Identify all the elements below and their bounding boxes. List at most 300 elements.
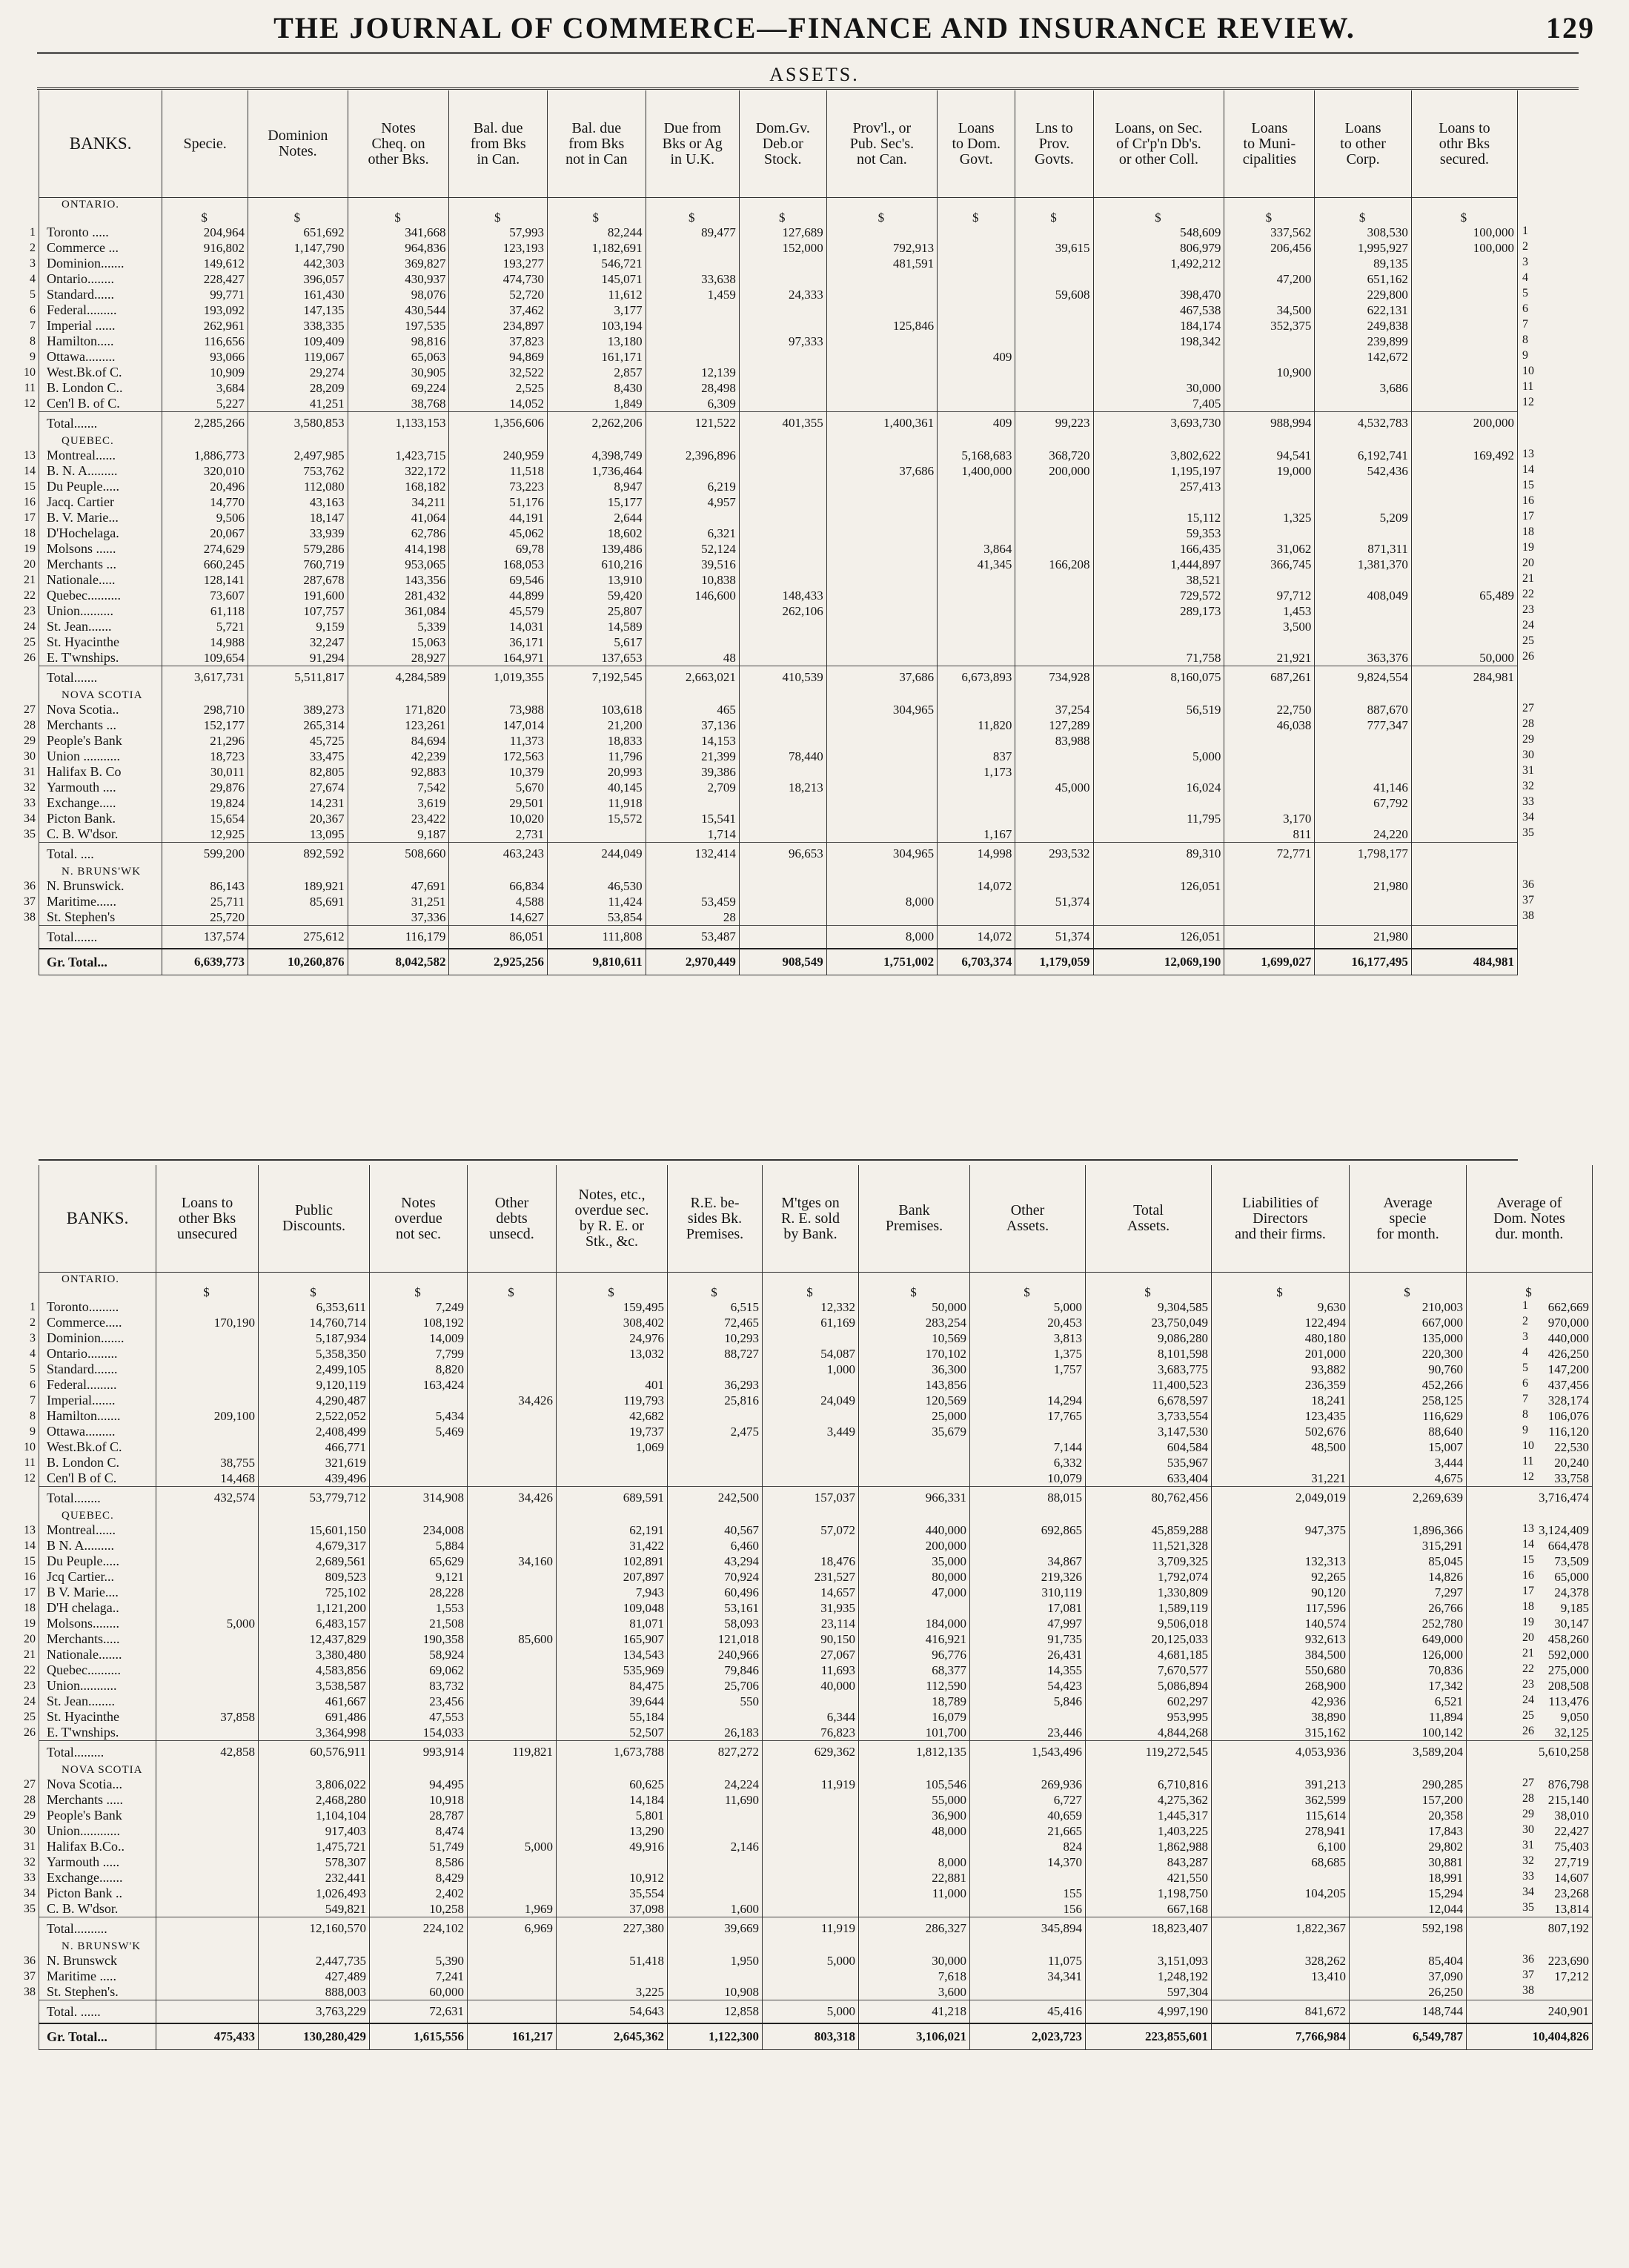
cell-value — [938, 365, 1015, 380]
cell-value: 168,053 — [449, 557, 548, 572]
cell-value: 45,062 — [449, 525, 548, 541]
cell-value: 1,886,773 — [162, 448, 248, 463]
cell-value: 14,607 — [1467, 1870, 1593, 1886]
cell-value: 31,251 — [348, 894, 449, 909]
cell-value — [468, 1362, 557, 1377]
cell-value: 1,444,897 — [1093, 557, 1224, 572]
cell-value — [370, 1439, 468, 1455]
row-number: 7 — [30, 319, 36, 332]
cell-value: 69,78 — [449, 541, 548, 557]
bank-name: Union............ — [39, 1823, 156, 1839]
banks-column-header: BANKS. — [39, 90, 162, 198]
cell-value: 892,592 — [248, 843, 348, 866]
cell-value: 917,403 — [259, 1823, 370, 1839]
row-number: 22 — [24, 1664, 36, 1677]
bank-name: Standard...... — [39, 287, 162, 302]
cell-value: 80,762,456 — [1086, 1487, 1212, 1510]
cell-value: 53,487 — [646, 926, 739, 949]
cell-value — [668, 1362, 763, 1377]
cell-value — [548, 826, 646, 843]
cell-value: 1,195,197 — [1093, 463, 1224, 479]
cell-value: 14,294 — [970, 1393, 1086, 1408]
cell-value: 3,709,325 — [1086, 1554, 1212, 1569]
cell-value: 98,816 — [348, 334, 449, 349]
bank-name: B N. A......... — [39, 1538, 156, 1554]
cell-value: 244,049 — [548, 843, 646, 866]
cell-value: 21,296 — [162, 733, 248, 749]
bank-name: Du Peuple..... — [39, 479, 162, 494]
cell-value: 308,402 — [557, 1315, 668, 1330]
cell-value — [646, 349, 739, 365]
bank-row — [39, 702, 1518, 717]
cell-value: 12,925 — [162, 826, 248, 843]
cell-value — [259, 1763, 370, 1777]
cell-value — [826, 878, 937, 894]
cell-value — [970, 1509, 1086, 1522]
cell-value — [156, 1953, 259, 1969]
cell-value — [970, 1424, 1086, 1439]
cell-value — [348, 198, 449, 212]
cell-value — [1411, 689, 1517, 702]
cell-value: 1,445,317 — [1086, 1808, 1212, 1823]
province-name: QUEBEC. — [39, 434, 162, 448]
cell-value: 21,921 — [1224, 650, 1315, 666]
cell-value — [557, 1969, 668, 1984]
cell-value: 2,497,985 — [248, 448, 348, 463]
cell-value — [370, 1273, 468, 1287]
cell-value: 315,162 — [1212, 1725, 1350, 1741]
cell-value — [1015, 380, 1093, 396]
province-heading-row — [39, 198, 1518, 212]
bank-row — [39, 510, 1518, 525]
cell-value: 14,009 — [370, 1330, 468, 1346]
cell-value: 1,896,366 — [1350, 1522, 1467, 1538]
cell-value: 13,410 — [1212, 1969, 1350, 1984]
cell-value — [1224, 380, 1315, 396]
cell-value: 82,805 — [248, 764, 348, 780]
row-number: 35 — [24, 828, 36, 840]
cell-value: 837 — [938, 749, 1015, 764]
cell-value: 1,492,212 — [1093, 256, 1224, 271]
cell-value: 5,670 — [449, 780, 548, 795]
bank-row — [39, 448, 1518, 463]
cell-value: 73,509 — [1467, 1554, 1593, 1569]
row-number: 8 — [30, 335, 36, 348]
row-number: 21 — [24, 574, 36, 586]
cell-value: 11,000 — [859, 1886, 970, 1901]
cell-value: 23,750,049 — [1086, 1315, 1212, 1330]
cell-value: 53,854 — [548, 909, 646, 926]
cell-value — [1086, 1940, 1212, 1953]
cell-value: 3,806,022 — [259, 1777, 370, 1792]
cell-value — [739, 764, 826, 780]
cell-value: 37,136 — [646, 717, 739, 733]
cell-value — [826, 302, 937, 318]
cell-value — [739, 619, 826, 634]
cell-value: 5,000 — [763, 2000, 859, 2024]
cell-value: 753,762 — [248, 463, 348, 479]
cell-value: 5,801 — [557, 1808, 668, 1823]
bank-name: Jacq. Cartier — [39, 494, 162, 510]
cell-value — [1015, 764, 1093, 780]
currency-symbol: $ — [938, 211, 1015, 225]
row-number: 27 — [1522, 702, 1534, 714]
cell-value: 807,192 — [1467, 1917, 1593, 1940]
cell-value: 78,440 — [739, 749, 826, 764]
row-number: 15 — [24, 480, 36, 493]
cell-value — [1315, 865, 1411, 878]
cell-value: 3,580,853 — [248, 412, 348, 435]
cell-value: 22,427 — [1467, 1823, 1593, 1839]
cell-value: 90,760 — [1350, 1362, 1467, 1377]
cell-value — [1093, 733, 1224, 749]
cell-value: 9,159 — [248, 619, 348, 634]
cell-value: 48,500 — [1212, 1439, 1350, 1455]
cell-value: 166,208 — [1015, 557, 1093, 572]
row-number: 15 — [24, 1555, 36, 1568]
cell-value: 11,424 — [548, 894, 646, 909]
cell-value: 1,699,027 — [1224, 949, 1315, 975]
cell-value — [162, 198, 248, 212]
province-heading-row — [39, 1763, 1593, 1777]
cell-value — [156, 1662, 259, 1678]
cell-value — [763, 1408, 859, 1424]
cell-value — [763, 1969, 859, 1984]
cell-value — [1015, 334, 1093, 349]
cell-value — [1224, 909, 1315, 926]
bank-row — [39, 396, 1518, 412]
cell-value: 13,814 — [1467, 1901, 1593, 1917]
cell-value: 156 — [970, 1901, 1086, 1917]
cell-value: 604,584 — [1086, 1439, 1212, 1455]
cell-value: 1,400,000 — [938, 463, 1015, 479]
row-number: 18 — [24, 527, 36, 540]
cell-value: 76,823 — [763, 1725, 859, 1741]
cell-value: 6,515 — [668, 1299, 763, 1315]
currency-symbol: $ — [668, 1286, 763, 1299]
bank-name: Maritime ..... — [39, 1969, 156, 1984]
cell-value — [1411, 843, 1517, 866]
cell-value: 30,905 — [348, 365, 449, 380]
cell-value — [938, 894, 1015, 909]
cell-value: 126,000 — [1350, 1647, 1467, 1662]
cell-value — [739, 894, 826, 909]
cell-value: 10,569 — [859, 1330, 970, 1346]
cell-value — [468, 1470, 557, 1487]
cell-value — [938, 619, 1015, 634]
cell-value: 12,160,570 — [259, 1917, 370, 1940]
cell-value: 36,300 — [859, 1362, 970, 1377]
bank-row — [39, 349, 1518, 365]
cell-value: 5,434 — [370, 1408, 468, 1424]
cell-value: 14,231 — [248, 795, 348, 811]
cell-value: 6,727 — [970, 1792, 1086, 1808]
row-number: 25 — [24, 636, 36, 649]
currency-symbol: $ — [826, 211, 937, 225]
cell-value: 1,356,606 — [449, 412, 548, 435]
cell-value: 1,423,715 — [348, 448, 449, 463]
cell-value: 3,444 — [1350, 1455, 1467, 1470]
cell-value — [468, 1763, 557, 1777]
cell-value: 1,026,493 — [259, 1886, 370, 1901]
cell-value: 86,051 — [449, 926, 548, 949]
bank-row — [39, 1678, 1593, 1694]
cell-value: 947,375 — [1212, 1522, 1350, 1538]
province-heading-row — [39, 1273, 1593, 1287]
cell-value: 40,000 — [763, 1678, 859, 1694]
cell-value — [468, 1870, 557, 1886]
cell-value: 3,106,021 — [859, 2023, 970, 2050]
cell-value: 362,599 — [1212, 1792, 1350, 1808]
cell-value: 164,971 — [449, 650, 548, 666]
cell-value — [646, 865, 739, 878]
cell-value: 31,422 — [557, 1538, 668, 1554]
cell-value — [826, 525, 937, 541]
bank-name: St. Hyacinthe — [39, 634, 162, 650]
bank-row — [39, 878, 1518, 894]
cell-value: 48 — [646, 650, 739, 666]
cell-value — [1411, 365, 1517, 380]
cell-value: 147,014 — [449, 717, 548, 733]
cell-value: 55,184 — [557, 1709, 668, 1725]
cell-value: 322,172 — [348, 463, 449, 479]
cell-value — [548, 434, 646, 448]
bank-name: Merchants ..... — [39, 1792, 156, 1808]
cell-value: 59,608 — [1015, 287, 1093, 302]
bank-row — [39, 479, 1518, 494]
cell-value — [156, 1777, 259, 1792]
cell-value: 257,413 — [1093, 479, 1224, 494]
row-number: 4 — [1522, 271, 1528, 284]
cell-value — [156, 1870, 259, 1886]
cell-value: 45,416 — [970, 2000, 1086, 2024]
cell-value — [468, 1647, 557, 1662]
cell-value — [763, 1984, 859, 2000]
cell-value: 6,219 — [646, 479, 739, 494]
row-number: 14 — [24, 465, 36, 477]
cell-value: 401 — [557, 1377, 668, 1393]
cell-value: 321,619 — [259, 1455, 370, 1470]
bank-row — [39, 795, 1518, 811]
row-number: 38 — [1522, 1984, 1534, 1997]
cell-value: 119,821 — [468, 1741, 557, 1764]
cell-value: 1,950 — [668, 1953, 763, 1969]
cell-value — [763, 1509, 859, 1522]
row-number: 26 — [24, 651, 36, 664]
cell-value — [668, 1870, 763, 1886]
cell-value — [938, 588, 1015, 603]
row-number: 13 — [24, 449, 36, 462]
cell-value: 85,691 — [248, 894, 348, 909]
cell-value — [646, 463, 739, 479]
cell-value — [370, 1470, 468, 1487]
bank-row — [39, 1953, 1593, 1969]
cell-value: 5,086,894 — [1086, 1678, 1212, 1694]
cell-value: 480,180 — [1212, 1330, 1350, 1346]
cell-value — [739, 271, 826, 287]
cell-value: 94,495 — [370, 1777, 468, 1792]
cell-value: 6,321 — [646, 525, 739, 541]
cell-value: 1,122,300 — [668, 2023, 763, 2050]
cell-value — [370, 1455, 468, 1470]
cell-value: 7,542 — [348, 780, 449, 795]
cell-value — [646, 240, 739, 256]
cell-value: 11,796 — [548, 749, 646, 764]
cell-value: 169,492 — [1411, 448, 1517, 463]
cell-value: 5,000 — [468, 1839, 557, 1854]
bank-row — [39, 588, 1518, 603]
cell-value: 51,749 — [370, 1839, 468, 1854]
cell-value: 8,474 — [370, 1823, 468, 1839]
cell-value — [1224, 749, 1315, 764]
cell-value — [1411, 380, 1517, 396]
cell-value — [739, 494, 826, 510]
cell-value: 67,792 — [1315, 795, 1411, 811]
cell-value: 308,530 — [1315, 225, 1411, 240]
cell-value: 579,286 — [248, 541, 348, 557]
cell-value: 275,612 — [248, 926, 348, 949]
cell-value: 92,265 — [1212, 1569, 1350, 1585]
column-header: Dominion Notes. — [248, 90, 348, 198]
row-number: 29 — [1522, 733, 1534, 746]
cell-value: 14,153 — [646, 733, 739, 749]
cell-value: 53,459 — [646, 894, 739, 909]
cell-value: 6,703,374 — [938, 949, 1015, 975]
bank-name: Dominion....... — [39, 1330, 156, 1346]
cell-value — [826, 764, 937, 780]
cell-value: 29,274 — [248, 365, 348, 380]
cell-value: 37,090 — [1350, 1969, 1467, 1984]
row-number: 23 — [1522, 603, 1534, 616]
row-number: 28 — [24, 719, 36, 732]
cell-value: 3,763,229 — [259, 2000, 370, 2024]
bank-name: Gr. Total... — [39, 2023, 156, 2050]
cell-value: 68,685 — [1212, 1854, 1350, 1870]
cell-value — [970, 1273, 1086, 1287]
cell-value — [1212, 1509, 1350, 1522]
cell-value — [468, 1792, 557, 1808]
currency-symbol: $ — [1093, 211, 1224, 225]
cell-value: 622,131 — [1315, 302, 1411, 318]
cell-value: 4,675 — [1350, 1470, 1467, 1487]
cell-value — [1212, 1984, 1350, 2000]
cell-value: 2,146 — [668, 1839, 763, 1854]
cell-value: 1,133,153 — [348, 412, 449, 435]
cell-value: 1,589,119 — [1086, 1600, 1212, 1616]
cell-value: 11,894 — [1350, 1709, 1467, 1725]
bank-row — [39, 717, 1518, 733]
cell-value: 13,910 — [548, 572, 646, 588]
bank-name: Union........... — [39, 1678, 156, 1694]
cell-value: 1,069 — [557, 1439, 668, 1455]
cell-value — [156, 1839, 259, 1854]
running-head — [0, 10, 1629, 50]
cell-value: 281,432 — [348, 588, 449, 603]
cell-value: 122,494 — [1212, 1315, 1350, 1330]
cell-value: 8,042,582 — [348, 949, 449, 975]
cell-value: 18,789 — [859, 1694, 970, 1709]
cell-value: 224,102 — [370, 1917, 468, 1940]
cell-value: 45,725 — [248, 733, 348, 749]
cell-value: 10,293 — [668, 1330, 763, 1346]
cell-value: 1,862,988 — [1086, 1839, 1212, 1854]
row-number: 25 — [1522, 634, 1534, 647]
cell-value — [668, 1886, 763, 1901]
cell-value: 18,213 — [739, 780, 826, 795]
cell-value: 1,375 — [970, 1346, 1086, 1362]
cell-value: 314,908 — [370, 1487, 468, 1510]
bank-name: Imperial....... — [39, 1393, 156, 1408]
row-number: 23 — [1522, 1678, 1534, 1691]
cell-value: 21,665 — [970, 1823, 1086, 1839]
cell-value: 410,539 — [739, 666, 826, 689]
cell-value — [763, 1763, 859, 1777]
cell-value: 23,114 — [763, 1616, 859, 1631]
cell-value: 29,876 — [162, 780, 248, 795]
cell-value: 52,720 — [449, 287, 548, 302]
cell-value — [1224, 878, 1315, 894]
row-number: 4 — [30, 273, 36, 285]
cell-value: 3,617,731 — [162, 666, 248, 689]
cell-value: 4,053,936 — [1212, 1741, 1350, 1764]
cell-value: 88,640 — [1350, 1424, 1467, 1439]
cell-value: 126,051 — [1093, 926, 1224, 949]
cell-value: 824 — [970, 1839, 1086, 1854]
cell-value: 401,355 — [739, 412, 826, 435]
row-number: 22 — [24, 589, 36, 602]
row-number: 16 — [24, 496, 36, 508]
cell-value — [468, 1854, 557, 1870]
cell-value — [259, 1273, 370, 1287]
cell-value: 1,757 — [970, 1362, 1086, 1377]
bank-name: D'H chelaga.. — [39, 1600, 156, 1616]
cell-value: 660,245 — [162, 557, 248, 572]
bank-name: Nationale....... — [39, 1647, 156, 1662]
cell-value: 25,816 — [668, 1393, 763, 1408]
cell-value — [1224, 349, 1315, 365]
cell-value — [739, 689, 826, 702]
cell-value: 223,855,601 — [1086, 2023, 1212, 2050]
cell-value: 34,160 — [468, 1554, 557, 1569]
cell-value: 368,720 — [1015, 448, 1093, 463]
cell-value: 396,057 — [248, 271, 348, 287]
cell-value: 119,067 — [248, 349, 348, 365]
cell-value: 51,374 — [1015, 926, 1093, 949]
cell-value — [739, 349, 826, 365]
cell-value: 1,325 — [1224, 510, 1315, 525]
cell-value — [1015, 256, 1093, 271]
row-number: 21 — [1522, 1647, 1534, 1659]
cell-value: 14,770 — [162, 494, 248, 510]
cell-value: 62,191 — [557, 1522, 668, 1538]
cell-value: 229,800 — [1315, 287, 1411, 302]
cell-value: 2,269,639 — [1350, 1487, 1467, 1510]
cell-value: 220,300 — [1350, 1346, 1467, 1362]
cell-value — [1015, 603, 1093, 619]
cell-value — [1224, 689, 1315, 702]
column-header: Lns to Prov. Govts. — [1015, 90, 1093, 198]
bank-name: Standard....... — [39, 1362, 156, 1377]
bank-name: Cen'l B of C. — [39, 1470, 156, 1487]
cell-value — [859, 1600, 970, 1616]
cell-value: 101,700 — [859, 1725, 970, 1741]
cell-value: 37,858 — [156, 1709, 259, 1725]
row-number: 19 — [24, 543, 36, 555]
cell-value: 14,052 — [449, 396, 548, 412]
cell-value: 369,827 — [348, 256, 449, 271]
bank-name: Molsons........ — [39, 1616, 156, 1631]
cell-value: 629,362 — [763, 1741, 859, 1764]
